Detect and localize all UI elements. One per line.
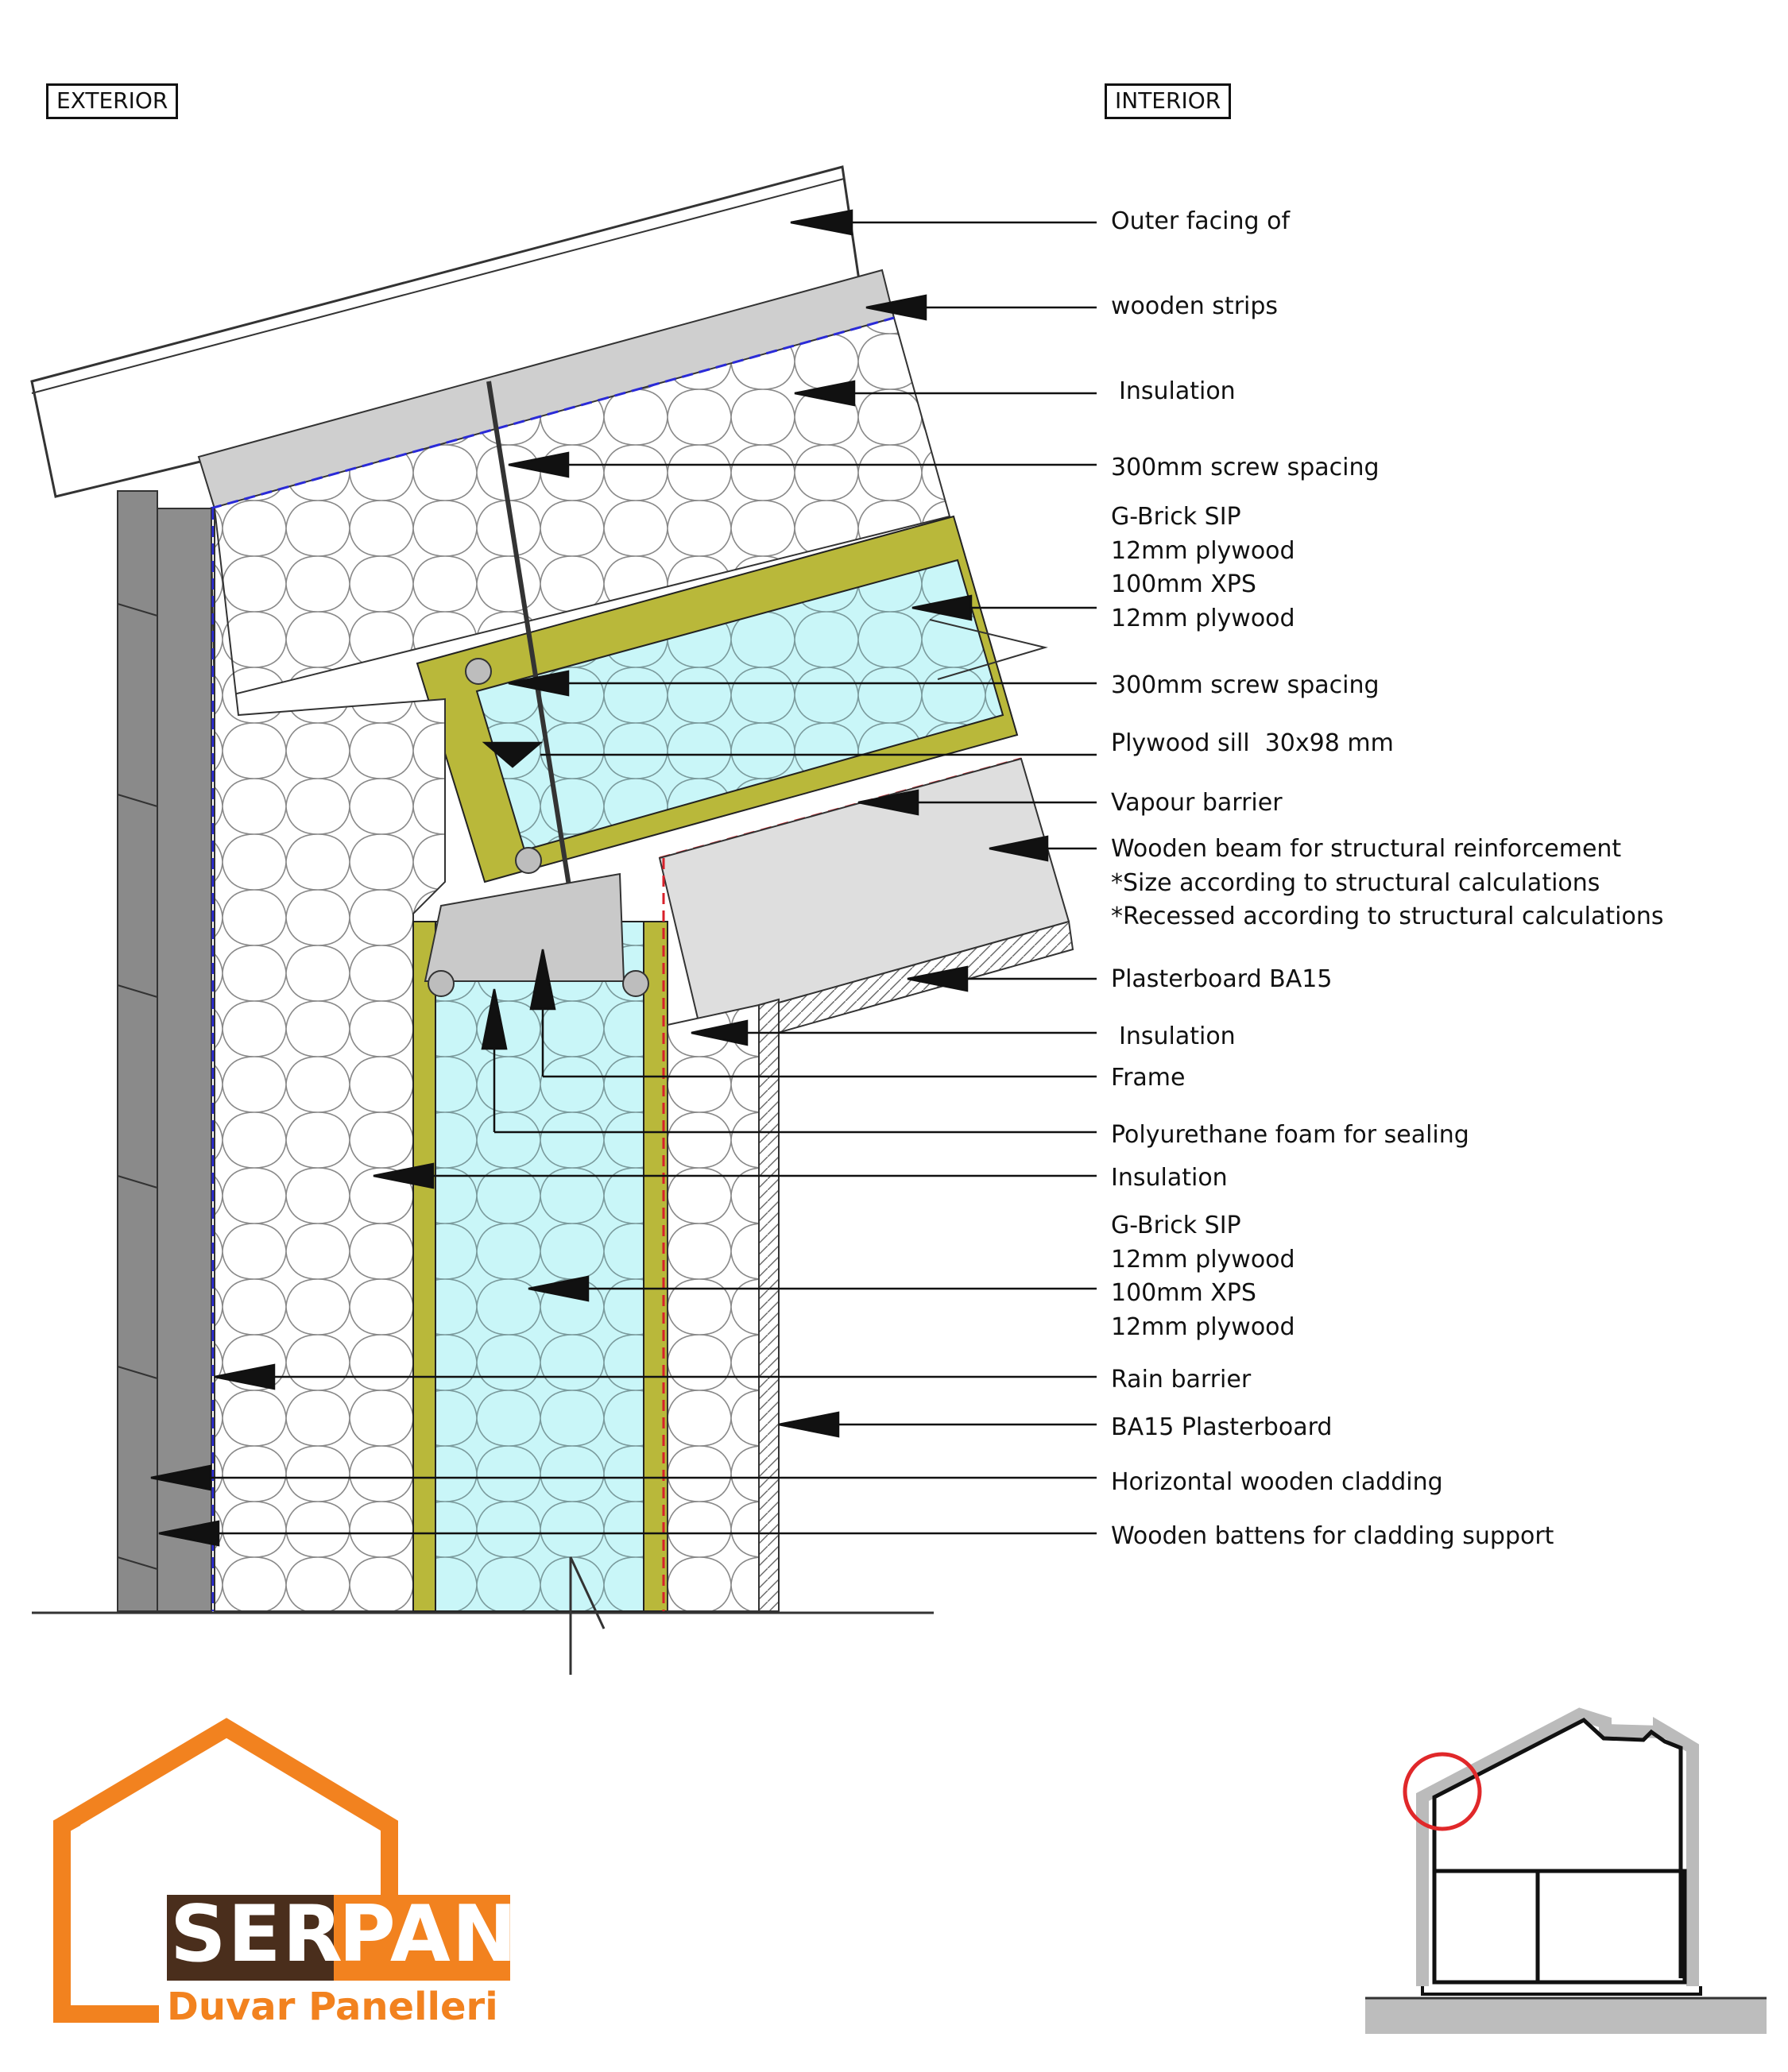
label-vapour-barrier: Vapour barrier xyxy=(1111,789,1283,817)
label-wooden-strips: wooden strips xyxy=(1111,292,1279,320)
logo-word-pan: PAN xyxy=(339,1889,519,1980)
label-plywood-sill: Plywood sill 30x98 mm xyxy=(1111,729,1394,757)
wall-plasterboard xyxy=(759,999,779,1611)
label-gbrick-sip-roof: G-Brick SIP 12mm plywood 100mm XPS 12mm plywood xyxy=(1111,503,1295,632)
label-wooden-beam: Wooden beam for structural reinforcement *Size according to structural calculations *Recessed according to structural calculations xyxy=(1111,835,1664,931)
exterior-tag: EXTERIOR xyxy=(46,83,178,119)
label-ba15-plasterboard: BA15 Plasterboard xyxy=(1111,1413,1333,1441)
label-frame: Frame xyxy=(1111,1064,1186,1092)
label-gbrick-sip-wall: G-Brick SIP 12mm plywood 100mm XPS 12mm plywood xyxy=(1111,1212,1295,1341)
interior-tag: INTERIOR xyxy=(1105,83,1231,119)
wall-sip-panel xyxy=(413,922,668,1611)
logo-word-ser: SER xyxy=(170,1889,344,1980)
label-insulation-wall: Insulation xyxy=(1111,1164,1228,1192)
horizontal-cladding xyxy=(118,491,157,1611)
house-key-plan xyxy=(1365,1714,1767,2034)
label-outer-facing: Outer facing of xyxy=(1111,207,1290,235)
interior-insulation xyxy=(668,1005,759,1611)
label-horizontal-cladding: Horizontal wooden cladding xyxy=(1111,1468,1443,1496)
label-plasterboard-ba15: Plasterboard BA15 xyxy=(1111,965,1333,993)
cladding-battens xyxy=(157,508,211,1611)
label-screw-spacing-1: 300mm screw spacing xyxy=(1111,454,1380,481)
label-rain-barrier: Rain barrier xyxy=(1111,1366,1252,1394)
label-insulation-roof: Insulation xyxy=(1119,377,1236,405)
frame-block xyxy=(425,874,624,981)
logo-tagline: Duvar Panelleri xyxy=(167,1985,498,2029)
label-wooden-battens: Wooden battens for cladding support xyxy=(1111,1522,1554,1550)
label-screw-spacing-2: 300mm screw spacing xyxy=(1111,671,1380,699)
label-insulation-interior: Insulation xyxy=(1119,1022,1236,1050)
label-pu-foam: Polyurethane foam for sealing xyxy=(1111,1121,1469,1149)
